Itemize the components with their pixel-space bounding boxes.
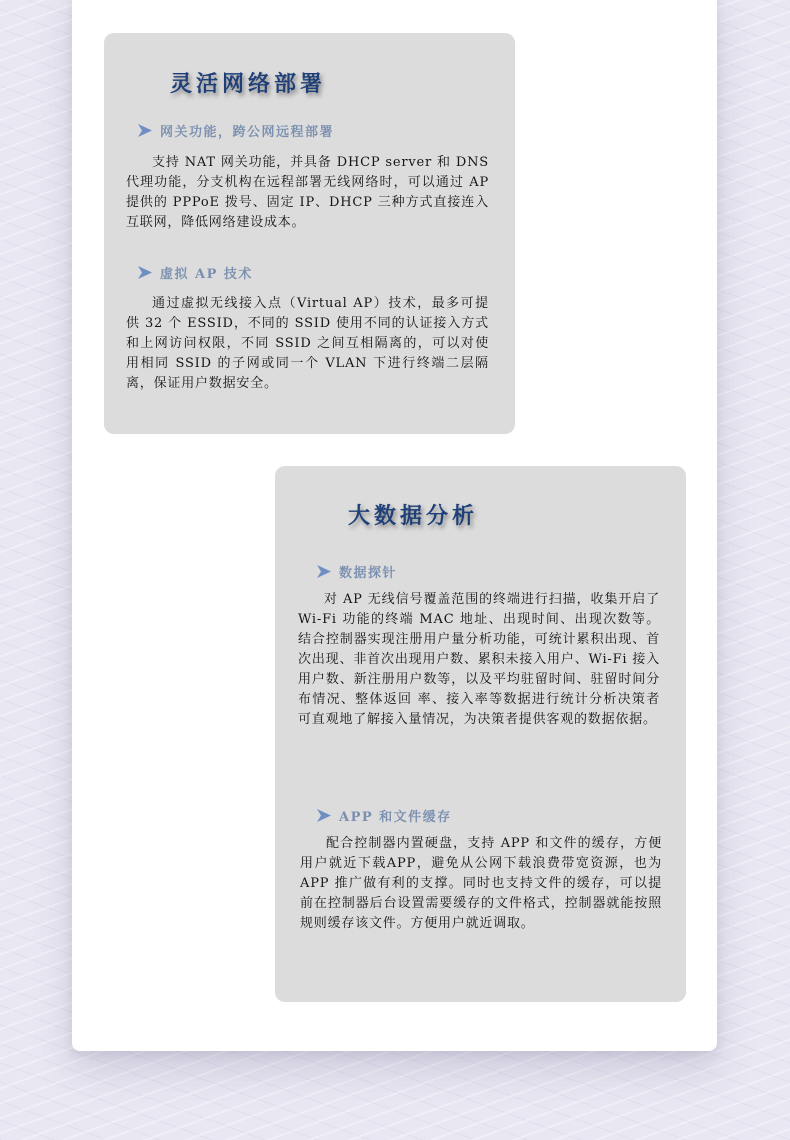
- sub-heading-app-cache: [317, 806, 452, 825]
- sub-heading-gateway: [138, 121, 334, 140]
- sub-heading-data-probe: [317, 562, 397, 581]
- arrow-right-icon: [317, 565, 331, 578]
- sub-heading-label: 虚拟 AP 技术: [160, 267, 253, 282]
- section-title: 灵活网络部署: [170, 71, 327, 97]
- big-data-panel: [275, 466, 686, 1002]
- arrow-right-icon: [138, 266, 152, 279]
- section-title: 大数据分析: [348, 503, 479, 529]
- paragraph-app-cache: 配合控制器内置硬盘，支持 APP 和文件的缓存，方便用户就近下载APP，避免从公网下载浪费带宽资源，也为 APP 推广做有利的支撑。同时也支持文件的缓存，可以提前在控制器后台设置需要缓存的文件格式，控制器就能按照规则缓存该文件。方便用户就近调取。: [300, 836, 662, 931]
- paragraph-data-probe: 对 AP 无线信号覆盖范围的终端进行扫描，收集开启了 Wi-Fi 功能的终端 MAC 地址、出现时间、出现次数等。结合控制器实现注册用户量分析功能，可统计累积出现、首次出现、非首次出现用户数、累积未接入用户、Wi-Fi 接入用户数、新注册用户数等，以及平均驻留时间、驻留时间分布情况、整体返回 率、接入率等数据进行统计分析决策者可直观地了解接入量情况，为决策者提供客观的数据依据。: [298, 592, 660, 727]
- arrow-right-icon: [317, 809, 331, 822]
- paragraph-gateway: 支持 NAT 网关功能，并具备 DHCP server 和 DNS代理功能，分支机构在远程部署无线网络时，可以通过 AP 提供的 PPPoE 拨号、固定 IP、DHCP 三种方式直接连入互联网，降低网络建设成本。: [126, 155, 489, 230]
- sub-heading-label: 网关功能，跨公网远程部署: [160, 125, 335, 140]
- sub-heading-virtual-ap: [138, 263, 253, 282]
- network-deployment-panel: [104, 33, 515, 434]
- arrow-right-icon: [138, 124, 152, 137]
- paragraph-virtual-ap: 通过虚拟无线接入点（Virtual AP）技术，最多可提供 32 个 ESSID，不同的 SSID 使用不同的认证接入方式和上网访问权限，不同 SSID 之间互相隔离的，可以对使用相同 SSID 的子网或同一个 VLAN 下进行终端二层隔离，保证用户数据安全。: [126, 296, 489, 391]
- sub-heading-label: APP 和文件缓存: [339, 810, 452, 825]
- sub-heading-label: 数据探针: [339, 566, 398, 581]
